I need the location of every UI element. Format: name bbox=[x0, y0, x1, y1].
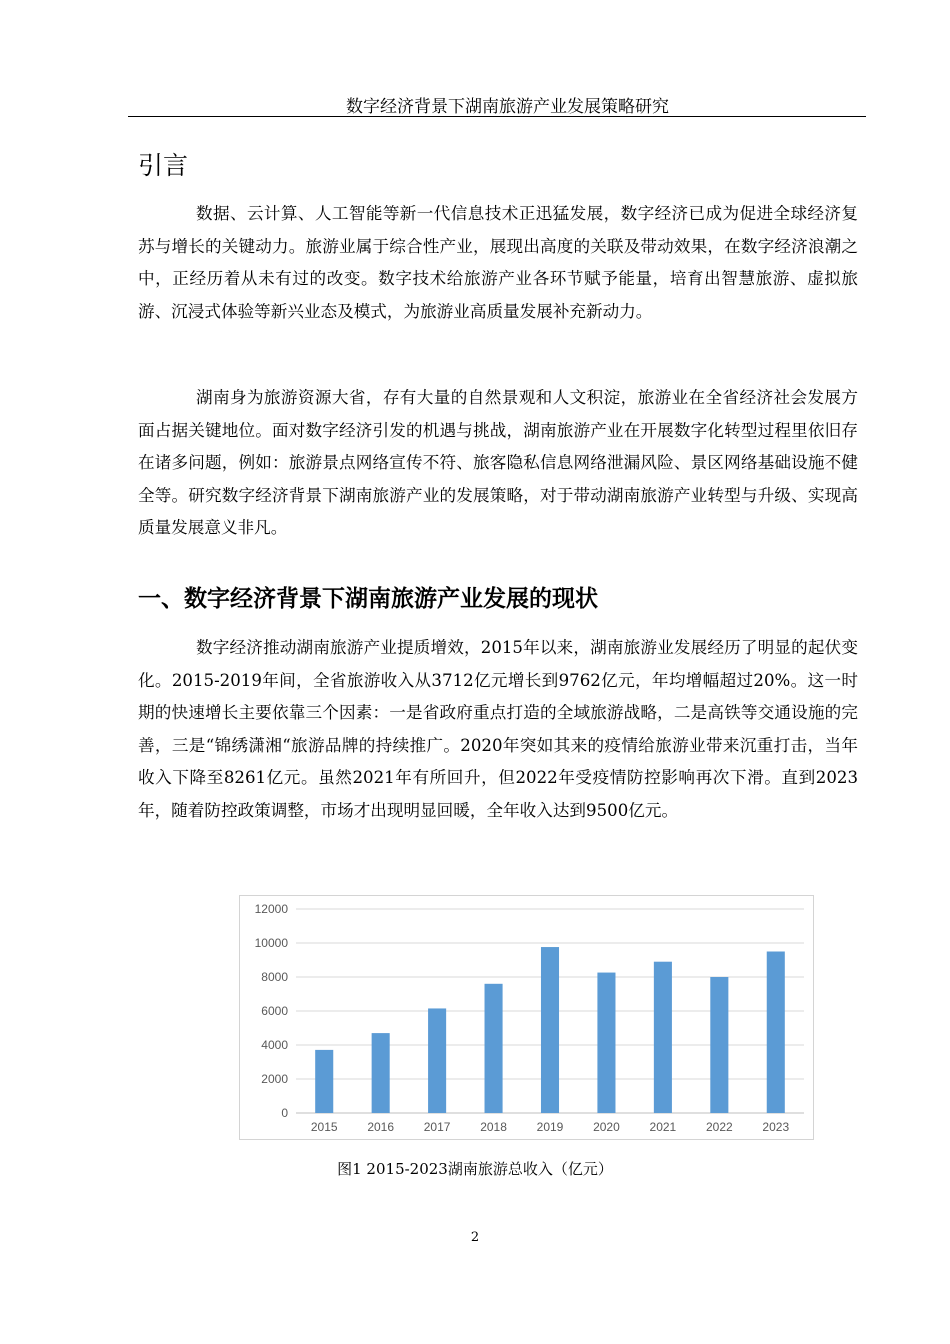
x-tick-label: 2020 bbox=[593, 1120, 620, 1134]
bar bbox=[767, 952, 785, 1114]
intro-heading: 引言 bbox=[138, 151, 189, 180]
x-tick-label: 2015 bbox=[310, 1120, 338, 1134]
bar bbox=[372, 1033, 390, 1113]
revenue-bar-chart bbox=[239, 895, 814, 1140]
y-tick-label: 10000 bbox=[254, 936, 288, 950]
bar bbox=[541, 947, 559, 1113]
chart-canvas bbox=[240, 896, 813, 1139]
y-tick-label: 6000 bbox=[261, 1004, 288, 1018]
y-tick-label: 12000 bbox=[254, 902, 288, 916]
figure-caption: 图1 2015-2023湖南旅游总收入（亿元） bbox=[337, 1160, 613, 1178]
running-header-title: 数字经济背景下湖南旅游产业发展策略研究 bbox=[346, 97, 669, 117]
x-tick-label: 2017 bbox=[423, 1120, 451, 1134]
x-tick-label: 2018 bbox=[480, 1120, 507, 1134]
x-tick-label: 2023 bbox=[762, 1120, 790, 1134]
bar bbox=[597, 973, 615, 1113]
section-1-heading: 一、数字经济背景下湖南旅游产业发展的现状 bbox=[138, 586, 598, 612]
page-number: 2 bbox=[470, 1230, 480, 1245]
y-tick-label: 0 bbox=[281, 1106, 288, 1120]
intro-paragraph-1: 数据、云计算、人工智能等新一代信息技术正迅猛发展，数字经济已成为促进全球经济复苏与增长的关键动力。旅游业属于综合性产业，展现出高度的关联及带动效果，在数字经济浪潮之中，正经历着从未有过的改变。数字技术给旅游产业各环节赋予能量，培育出智慧旅游、虚拟旅游、沉浸式体验等新兴业态及模式，为旅游业高质量发展补充新动力。 bbox=[138, 204, 858, 321]
bar bbox=[428, 1008, 446, 1113]
intro-paragraph-2: 湖南身为旅游资源大省，存有大量的自然景观和人文积淀，旅游业在全省经济社会发展方面占据关键地位。面对数字经济引发的机遇与挑战，湖南旅游产业在开展数字化转型过程里依旧存在诸多问题，例如：旅游景点网络宣传不符、旅客隐私信息网络泄漏风险、景区网络基础设施不健全等。研究数字经济背景下湖南旅游产业的发展策略，对于带动湖南旅游产业转型与升级、实现高质量发展意义非凡。 bbox=[138, 388, 858, 538]
running-header bbox=[128, 92, 866, 117]
y-tick-label: 8000 bbox=[261, 970, 288, 984]
bar bbox=[315, 1050, 333, 1113]
bar bbox=[485, 984, 503, 1113]
bar bbox=[654, 962, 672, 1113]
x-tick-label: 2022 bbox=[705, 1120, 733, 1134]
x-tick-label: 2019 bbox=[536, 1120, 564, 1134]
y-tick-label: 2000 bbox=[261, 1072, 288, 1086]
section-1-paragraph-1: 数字经济推动湖南旅游产业提质增效，2015年以来，湖南旅游业发展经历了明显的起伏变化。2015-2019年间，全省旅游收入从3712亿元增长到9762亿元，年均增幅超过20%。这一时期的快速增长主要依靠三个因素：一是省政府重点打造的全域旅游战略，二是高铁等交通设施的完善，三是“锦绣潇湘“旅游品牌的持续推广。2020年突如其来的疫情给旅游业带来沉重打击，当年收入下降至8261亿元。虽然2021年有所回升，但2022年受疫情防控影响再次下滑。直到2023年，随着防控政策调整，市场才出现明显回暖，全年收入达到9500亿元。 bbox=[138, 638, 858, 820]
y-tick-label: 4000 bbox=[261, 1038, 288, 1052]
x-tick-label: 2016 bbox=[367, 1120, 395, 1134]
bar bbox=[710, 977, 728, 1113]
x-tick-label: 2021 bbox=[649, 1120, 677, 1134]
